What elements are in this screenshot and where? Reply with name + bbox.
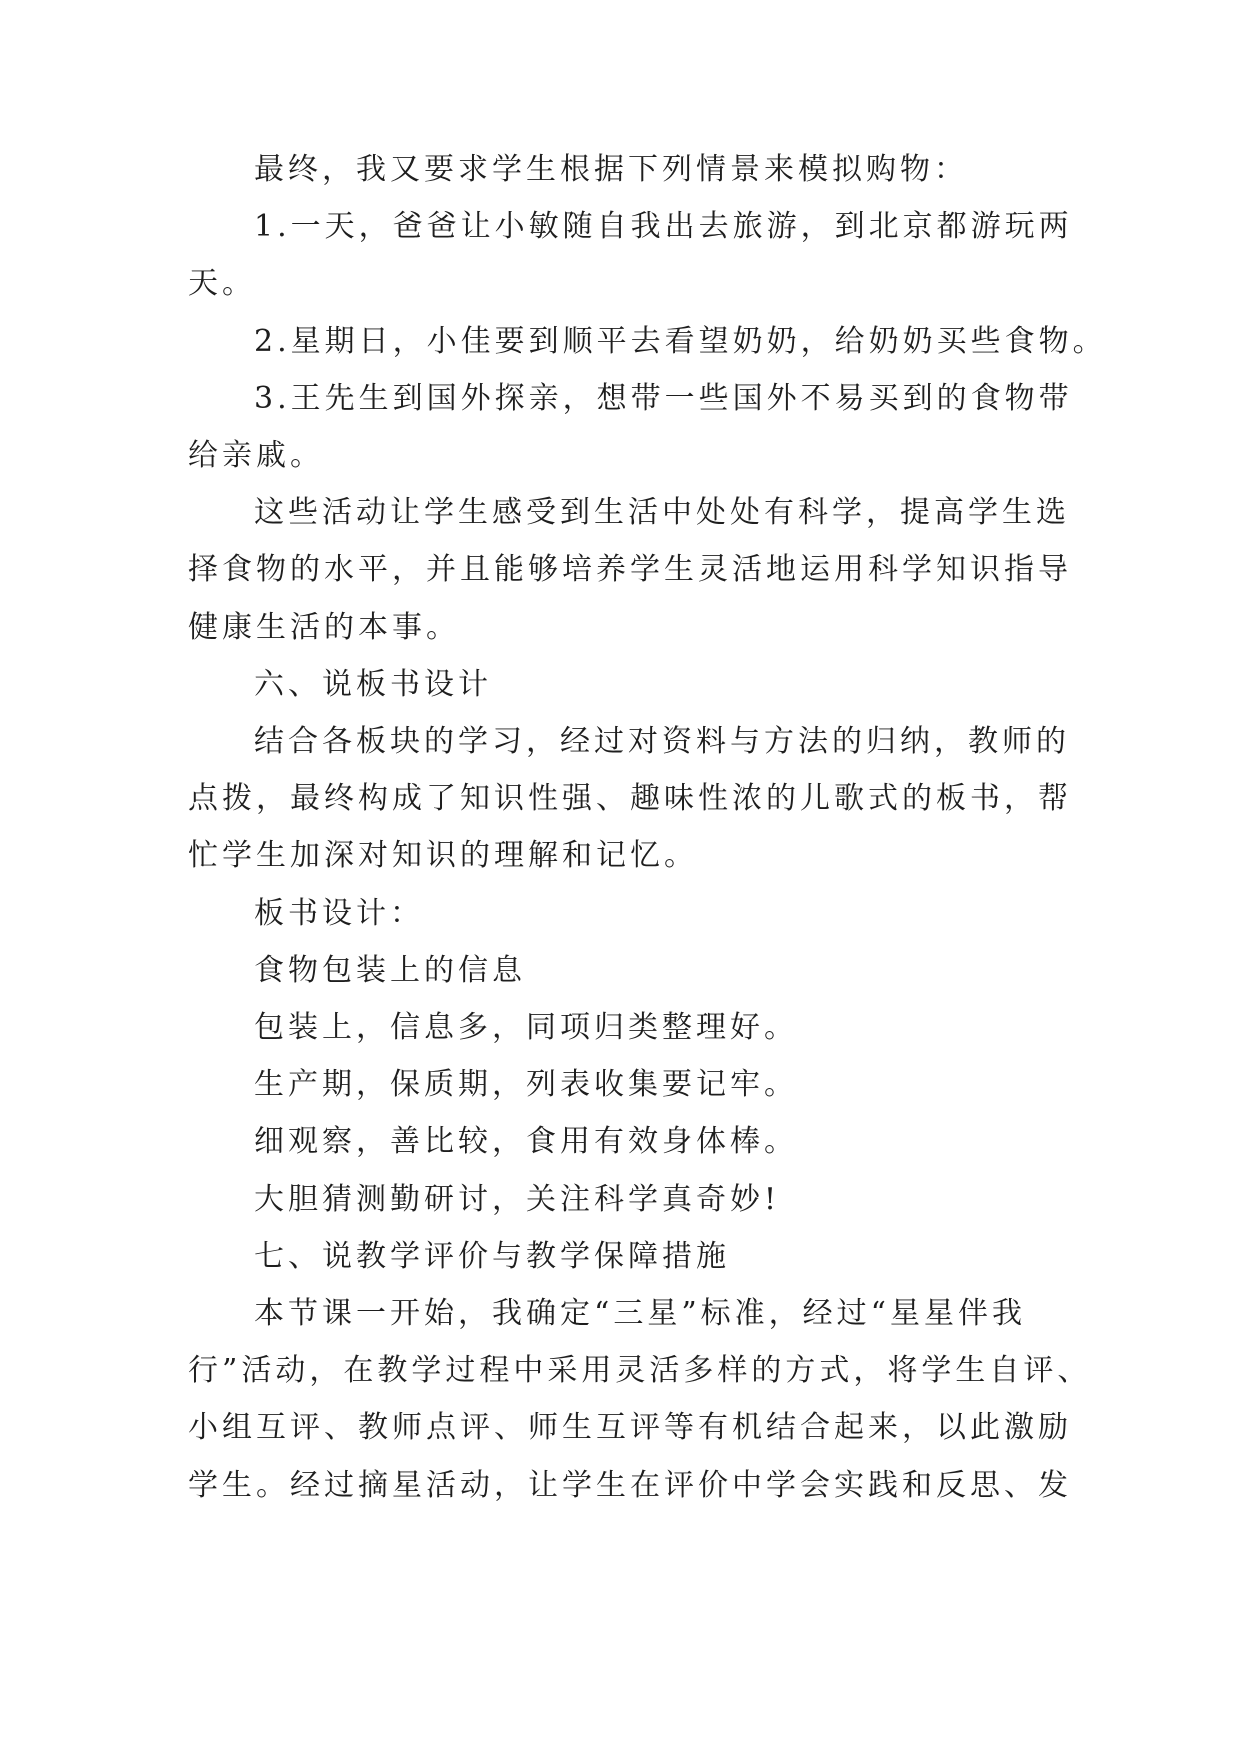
text-line-6: 给亲戚。 [188, 438, 324, 473]
text-line-13: 忙学生加深对知识的理解和记忆。 [188, 838, 698, 873]
text-line-21: 本节课一开始，我确定“三星”标准，经过“星星伴我 [254, 1296, 1027, 1331]
text-line-18: 细观察，善比较，食用有效身体棒。 [254, 1124, 798, 1159]
text-line-10: 六、说板书设计 [254, 667, 492, 702]
text-line-23: 小组互评、教师点评、师生互评等有机结合起来，以此激励 [188, 1410, 1072, 1445]
text-line-4: 2.星期日，小佳要到顺平去看望奶奶，给奶奶买些食物。 [254, 324, 1107, 359]
text-line-17: 生产期，保质期，列表收集要记牢。 [254, 1067, 798, 1102]
text-line-8: 择食物的水平，并且能够培养学生灵活地运用科学知识指导 [188, 552, 1072, 587]
text-line-24: 学生。经过摘星活动，让学生在评价中学会实践和反思、发 [188, 1468, 1072, 1503]
text-line-11: 结合各板块的学习，经过对资料与方法的归纳，教师的 [254, 724, 1070, 759]
text-line-15: 食物包装上的信息 [254, 953, 526, 988]
text-line-19: 大胆猜测勤研讨，关注科学真奇妙! [254, 1182, 781, 1217]
text-line-14: 板书设计： [254, 896, 424, 931]
text-line-9: 健康生活的本事。 [188, 610, 460, 645]
text-line-12: 点拨，最终构成了知识性强、趣味性浓的儿歌式的板书，帮 [188, 781, 1072, 816]
text-line-5: 3.王先生到国外探亲，想带一些国外不易买到的食物带 [254, 381, 1073, 416]
text-line-7: 这些活动让学生感受到生活中处处有科学，提高学生选 [254, 495, 1070, 530]
text-line-1: 最终，我又要求学生根据下列情景来模拟购物： [254, 152, 968, 187]
text-line-2: 1.一天，爸爸让小敏随自我出去旅游，到北京都游玩两 [254, 209, 1073, 244]
text-line-22: 行”活动，在教学过程中采用灵活多样的方式，将学生自评、 [188, 1353, 1092, 1388]
text-line-20: 七、说教学评价与教学保障措施 [254, 1239, 730, 1274]
text-line-16: 包装上，信息多，同项归类整理好。 [254, 1010, 798, 1045]
text-line-3: 天。 [188, 266, 256, 301]
